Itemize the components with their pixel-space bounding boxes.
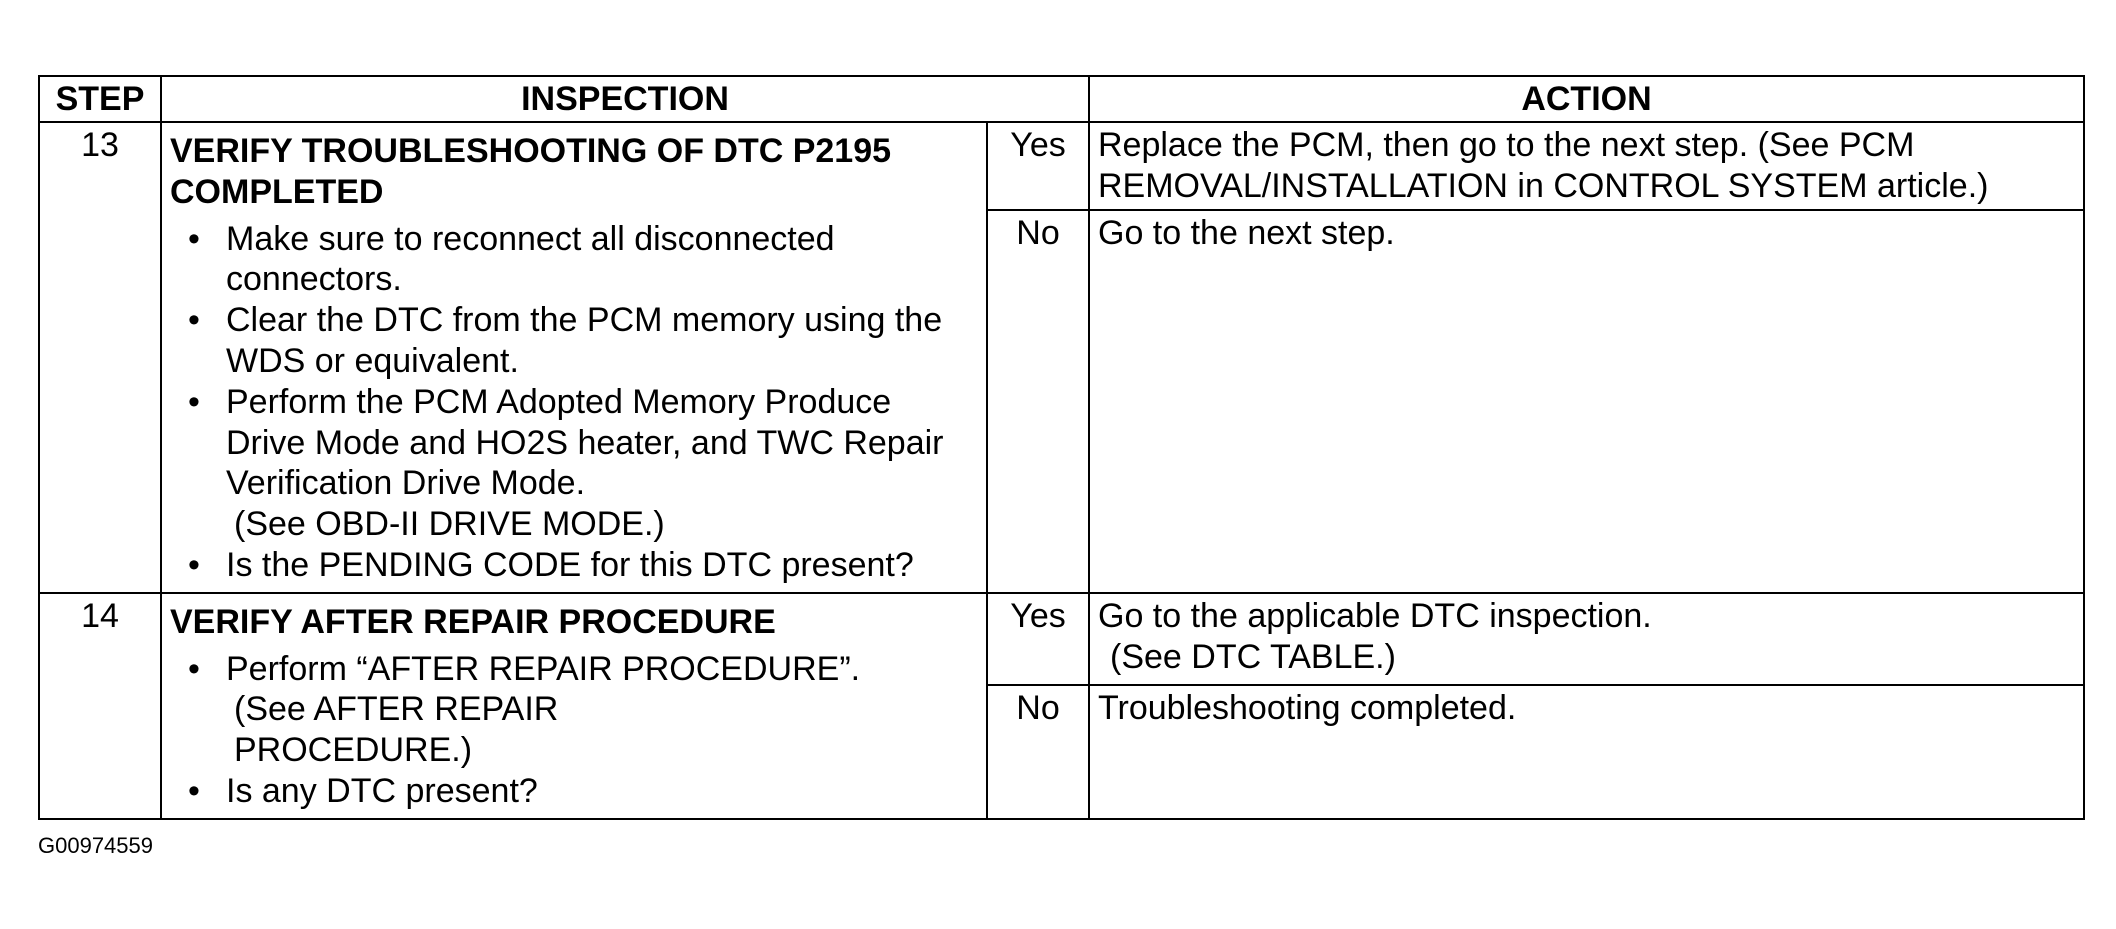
bullet-icon: • [188,301,200,340]
step-13-yes-row [39,122,2084,210]
reference-note: (See DTC TABLE.) [1110,637,1396,676]
list-item: • Perform the PCM Adopted Memory Produce Drive Mode and HO2S heater, and TWC Repair Verification Drive Mode. (See OBD-II DRIVE MODE.) [226,382,978,545]
yes-action-text: Go to the applicable DTC inspection. [1098,596,1652,635]
list-item: • Perform “AFTER REPAIR PROCEDURE”. (See AFTER REPAIR PROCEDURE.) [188,649,861,770]
yes-action: Replace the PCM, then go to the next step. (See PCM REMOVAL/INSTALLATION in CONTROL SYSTEM article.) [1089,122,2084,210]
bullet-icon: • [188,382,200,421]
list-item: • Make sure to reconnect all disconnected connectors. [188,219,835,299]
list-item: • Is any DTC present? [188,771,538,810]
bullet-icon: • [188,545,200,584]
bullet-icon: • [188,649,200,688]
yes-action [1089,593,2084,685]
list-item: • Clear the DTC from the PCM memory using the WDS or equivalent. [188,301,943,380]
bullet-icon: • [188,771,200,810]
inspection-title: VERIFY AFTER REPAIR PROCEDURE [170,602,776,641]
no-label: No [987,210,1089,593]
no-label: No [987,685,1089,819]
inspection-cell [161,122,987,593]
figure-id: G00974559 [38,833,153,858]
reference-note: (See AFTER REPAIR PROCEDURE.) [234,690,559,770]
inspection-title-line: COMPLETED [170,172,384,211]
header-row [39,76,2084,122]
header-inspection: INSPECTION [161,76,1089,122]
header-step: STEP [39,76,161,122]
list-item: • Is the PENDING CODE for this DTC present? [188,545,914,584]
no-action: Troubleshooting completed. [1089,685,2084,819]
yes-label: Yes [987,593,1089,685]
diagnostic-table [38,75,2085,820]
header-action: ACTION [1089,76,2084,122]
bullet-icon: • [188,219,200,258]
inspection-title [170,125,978,213]
inspection-bullet-list [170,219,978,586]
inspection-cell [161,593,987,819]
inspection-bullet-list [170,649,978,812]
inspection-title-line: VERIFY TROUBLESHOOTING OF DTC P2195 [170,132,892,170]
step-14-yes-row [39,593,2084,685]
reference-note: (See OBD-II DRIVE MODE.) [234,505,665,544]
no-action: Go to the next step. [1089,210,2084,593]
yes-label: Yes [987,122,1089,210]
step-number: 13 [39,122,161,593]
step-number: 14 [39,593,161,819]
